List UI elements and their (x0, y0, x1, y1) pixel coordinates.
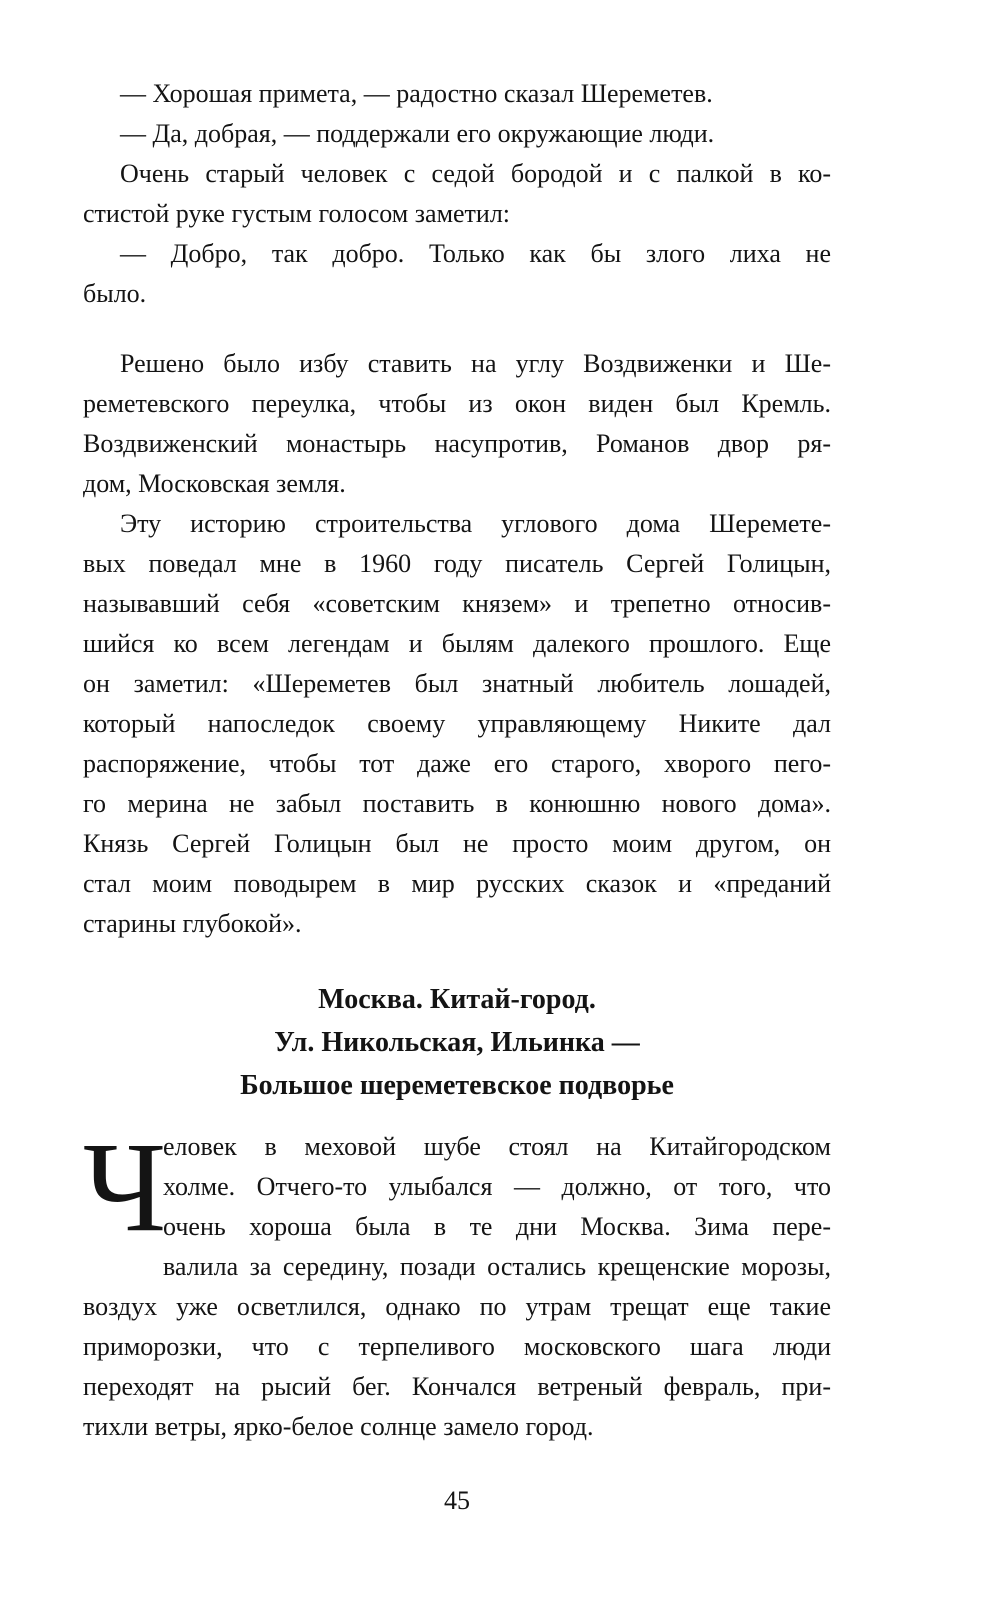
dialogue-paragraph (83, 114, 831, 154)
text-line: — Хорошая примета, — радостно сказал Шереметев. (120, 79, 713, 108)
dropcap-letter: Ч (83, 1116, 167, 1258)
text-line: стистой руке густым голосом заметил: (83, 199, 511, 228)
text-line: валила за середину, позади остались крещенские морозы, (163, 1252, 831, 1281)
text-line: тихли ветры, ярко-белое солнце замело город. (83, 1412, 594, 1441)
text-line: Князь Сергей Голицын был не просто моим другом, он (83, 829, 831, 858)
text-line: переходят на рысий бег. Кончался ветреный февраль, при- (83, 1372, 831, 1401)
text-line: распоряжение, чтобы тот даже его старого, хворого пего- (83, 749, 831, 778)
text-line: холме. Отчего-то улыбался — должно, от того, что (163, 1172, 831, 1201)
body-paragraph (83, 504, 831, 944)
text-line: Эту историю строительства углового дома Шеремете- (120, 509, 831, 538)
dialogue-paragraph (83, 74, 831, 114)
text-line: шийся ко всем легендам и былям далекого прошлого. Еще (83, 629, 831, 658)
text-line: который напоследок своему управляющему Никите дал (83, 709, 831, 738)
heading-line: Большое шереметевское подворье (240, 1070, 674, 1101)
text-line: Воздвиженский монастырь насупротив, Романов двор ря- (83, 429, 831, 458)
text-line: — Добро, так добро. Только как бы злого лиха не (120, 239, 831, 268)
text-line: старины глубокой». (83, 909, 302, 938)
text-line: он заметил: «Шереметев был знатный любитель лошадей, (83, 669, 831, 698)
text-line: вых поведал мне в 1960 году писатель Сергей Голицын, (83, 549, 831, 578)
body-paragraph-dropcap (83, 1116, 831, 1447)
text-line: воздух уже осветлился, однако по утрам трещат еще такие (83, 1292, 831, 1321)
body-paragraph (83, 344, 831, 504)
text-line: — Да, добрая, — поддержали его окружающие люди. (120, 119, 715, 148)
text-block (83, 74, 831, 1521)
page-number: 45 (444, 1486, 470, 1515)
text-line: очень хороша была в те дни Москва. Зима пере- (163, 1212, 831, 1241)
section-heading (83, 978, 831, 1107)
heading-line: Москва. Китай-город. (318, 984, 596, 1015)
heading-line: Ул. Никольская, Ильинка — (274, 1027, 640, 1058)
text-line: Решено было избу ставить на углу Воздвиженки и Ше- (120, 349, 831, 378)
text-line: реметевского переулка, чтобы из окон виден был Кремль. (83, 389, 831, 418)
text-line: приморозки, что с терпеливого московского шага люди (83, 1332, 831, 1361)
text-line: еловек в меховой шубе стоял на Китайгородском (163, 1132, 831, 1161)
text-line: называвший себя «советским князем» и трепетно относив- (83, 589, 831, 618)
text-line: дом, Московская земля. (83, 469, 346, 498)
text-line: го мерина не забыл поставить в конюшню нового дома». (83, 789, 831, 818)
text-line: было. (83, 279, 147, 308)
dialogue-paragraph (83, 234, 831, 314)
text-line: Очень старый человек с седой бородой и с палкой в ко- (120, 159, 831, 188)
text-line: стал моим поводырем в мир русских сказок и «преданий (83, 869, 831, 898)
body-paragraph (83, 154, 831, 234)
